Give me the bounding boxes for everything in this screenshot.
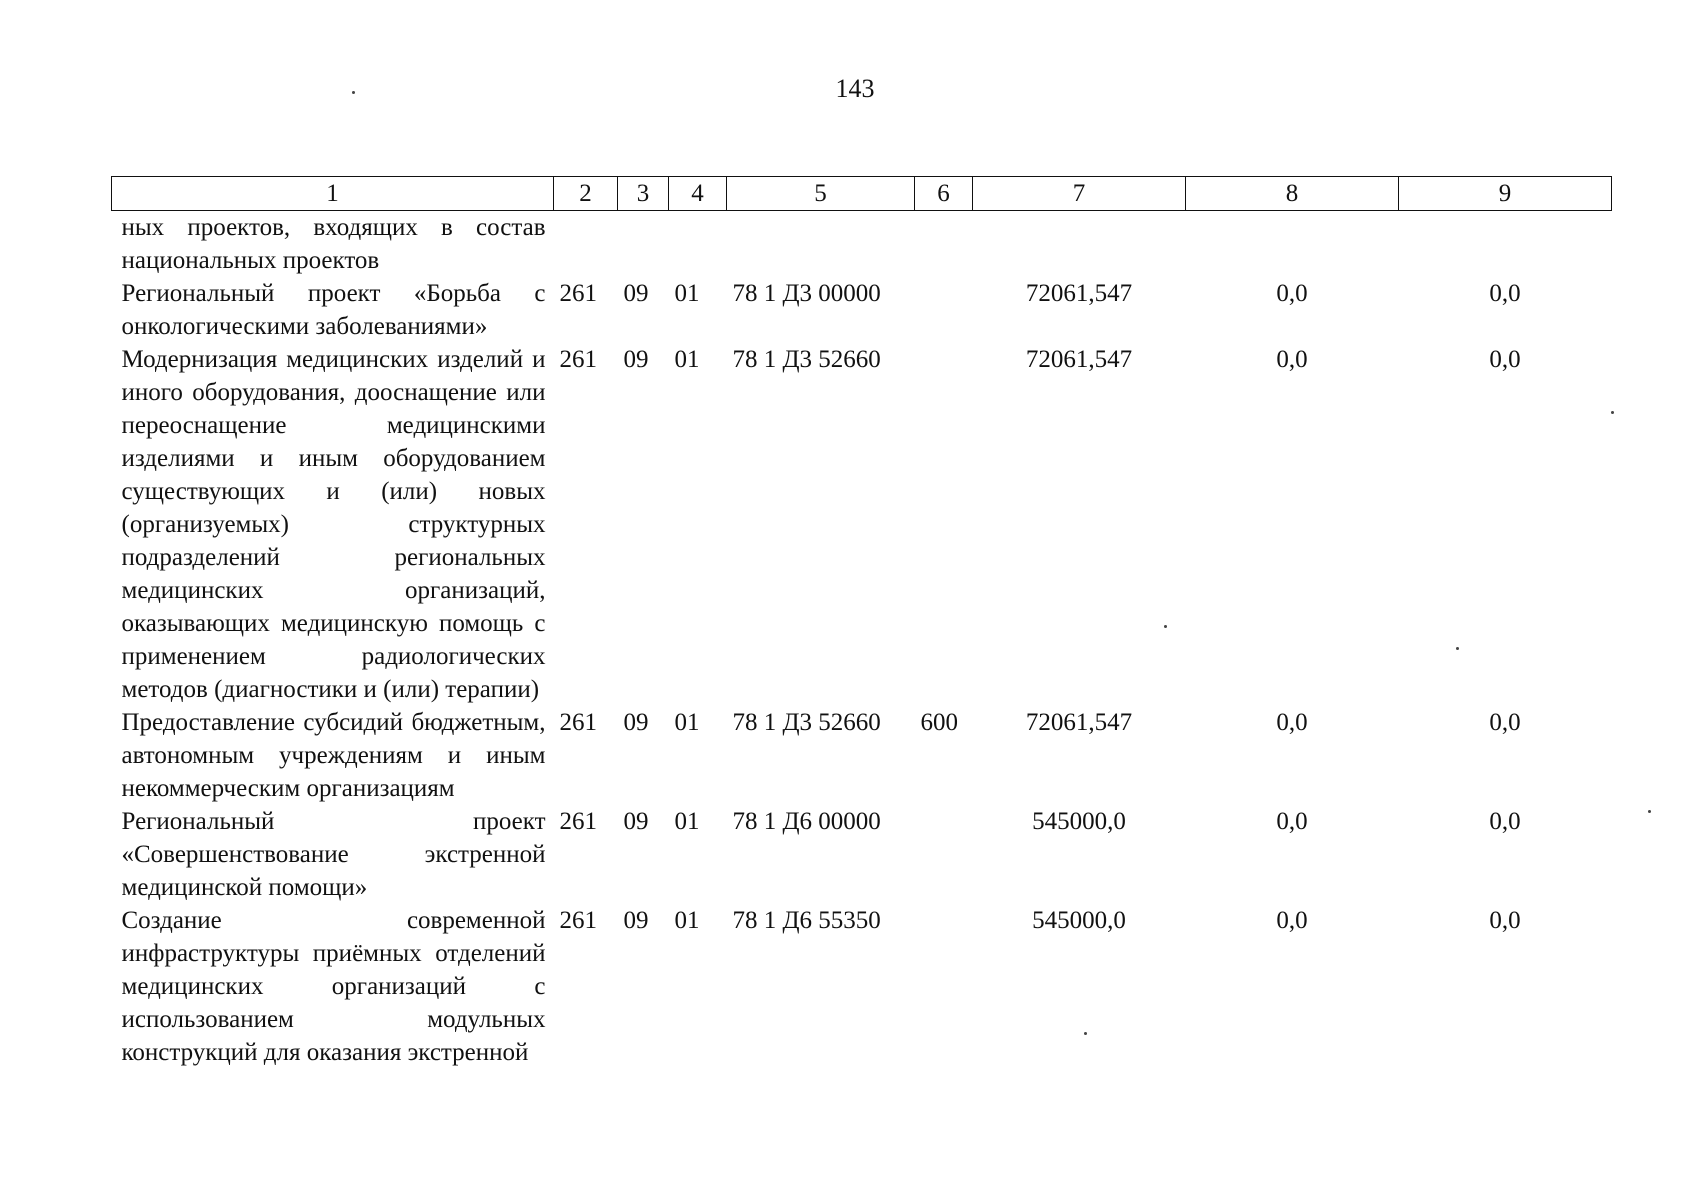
- row-amount-col7: 545000,0: [1032, 907, 1126, 934]
- row-subsection-code: [669, 211, 727, 278]
- row-section-code: [618, 211, 669, 278]
- row-subsection-code: 01: [674, 346, 700, 373]
- row-name: Региональный проект «Борьба с онкологическими заболеваниями»: [121, 280, 546, 340]
- budget-table: [111, 176, 1612, 1069]
- row-admin-code: 261: [559, 907, 597, 934]
- column-header-2: 2: [554, 177, 618, 211]
- header-row: [112, 177, 1612, 211]
- table-row: [112, 706, 1612, 805]
- row-amount-col9: 0,0: [1489, 709, 1521, 736]
- row-amount-col8: 0,0: [1276, 907, 1308, 934]
- row-target-article: 78 1 Д3 52660: [732, 346, 881, 373]
- table-row: [112, 211, 1612, 278]
- row-name: ных проектов, входящих в состав национальных проектов: [121, 214, 546, 274]
- budget-table-container: [111, 176, 1611, 1069]
- row-expense-type: [915, 343, 973, 706]
- row-amount-col9: 0,0: [1489, 808, 1521, 835]
- row-admin-code: 261: [559, 280, 597, 307]
- row-amount-col8: 0,0: [1276, 808, 1308, 835]
- row-amount-col7: [973, 211, 1186, 278]
- row-amount-col8: 0,0: [1276, 280, 1308, 307]
- row-admin-code: 261: [559, 709, 597, 736]
- row-subsection-code: 01: [674, 280, 700, 307]
- row-amount-col9: 0,0: [1489, 346, 1521, 373]
- row-amount-col8: 0,0: [1276, 709, 1308, 736]
- column-header-8: 8: [1186, 177, 1399, 211]
- scan-speck: [1611, 411, 1614, 414]
- row-section-code: 09: [623, 907, 649, 934]
- row-admin-code: [554, 211, 618, 278]
- page-number: 143: [835, 74, 875, 103]
- table-row: [112, 277, 1612, 343]
- row-section-code: 09: [623, 709, 649, 736]
- row-subsection-code: 01: [674, 907, 700, 934]
- scan-speck: [1648, 810, 1651, 813]
- row-expense-type: [915, 277, 973, 343]
- row-target-article: 78 1 Д6 00000: [732, 808, 881, 835]
- column-header-6: 6: [915, 177, 973, 211]
- table-row: [112, 904, 1612, 1069]
- row-subsection-code: 01: [674, 709, 700, 736]
- column-header-9: 9: [1399, 177, 1612, 211]
- scan-speck: [352, 91, 355, 94]
- row-subsection-code: 01: [674, 808, 700, 835]
- column-header-5: 5: [727, 177, 915, 211]
- row-section-code: 09: [623, 808, 649, 835]
- row-section-code: 09: [623, 346, 649, 373]
- row-target-article: 78 1 Д3 52660: [732, 709, 881, 736]
- row-name: Создание современной инфраструктуры приёмных отделений медицинских организаций с использованием модульных конструкций для оказания экстренной: [121, 907, 546, 1066]
- row-target-article: 78 1 Д3 00000: [732, 280, 881, 307]
- row-section-code: 09: [623, 280, 649, 307]
- row-target-article: [727, 211, 915, 278]
- column-header-4: 4: [669, 177, 727, 211]
- table-row: [112, 343, 1612, 706]
- column-header-1: 1: [112, 177, 554, 211]
- row-amount-col9: 0,0: [1489, 907, 1521, 934]
- row-name: Региональный проект «Совершенствование экстренной медицинской помощи»: [121, 808, 546, 901]
- row-admin-code: 261: [559, 808, 597, 835]
- row-name: Модернизация медицинских изделий и иного оборудования, дооснащение или переоснащение медицинскими изделиями и иным оборудованием существующих и (или) новых (организуемых) структурных подразделений региональных медицинских организаций, оказывающих медицинскую помощь с применением радиологических методов (диагностики и (или) терапии): [121, 346, 546, 703]
- table-row: [112, 805, 1612, 904]
- column-header-7: 7: [973, 177, 1186, 211]
- row-expense-type: [915, 211, 973, 278]
- row-name: Предоставление субсидий бюджетным, автономным учреждениям и иным некоммерческим организациям: [121, 709, 546, 802]
- column-header-3: 3: [618, 177, 669, 211]
- table-header: [112, 177, 1612, 211]
- row-amount-col8: [1186, 211, 1399, 278]
- row-amount-col7: 545000,0: [1032, 808, 1126, 835]
- row-amount-col9: 0,0: [1489, 280, 1521, 307]
- row-expense-type: 600: [920, 709, 958, 736]
- row-expense-type: [915, 805, 973, 904]
- row-admin-code: 261: [559, 346, 597, 373]
- row-expense-type: [915, 904, 973, 1069]
- scan-speck: [1164, 625, 1167, 628]
- table-body: [112, 211, 1612, 1070]
- scan-speck: [1084, 1032, 1087, 1035]
- row-amount-col7: 72061,547: [1025, 709, 1133, 736]
- row-amount-col8: 0,0: [1276, 346, 1308, 373]
- row-target-article: 78 1 Д6 55350: [732, 907, 881, 934]
- scan-speck: [1456, 647, 1459, 650]
- row-amount-col7: 72061,547: [1025, 280, 1133, 307]
- row-amount-col9: [1399, 211, 1612, 278]
- row-amount-col7: 72061,547: [1025, 346, 1133, 373]
